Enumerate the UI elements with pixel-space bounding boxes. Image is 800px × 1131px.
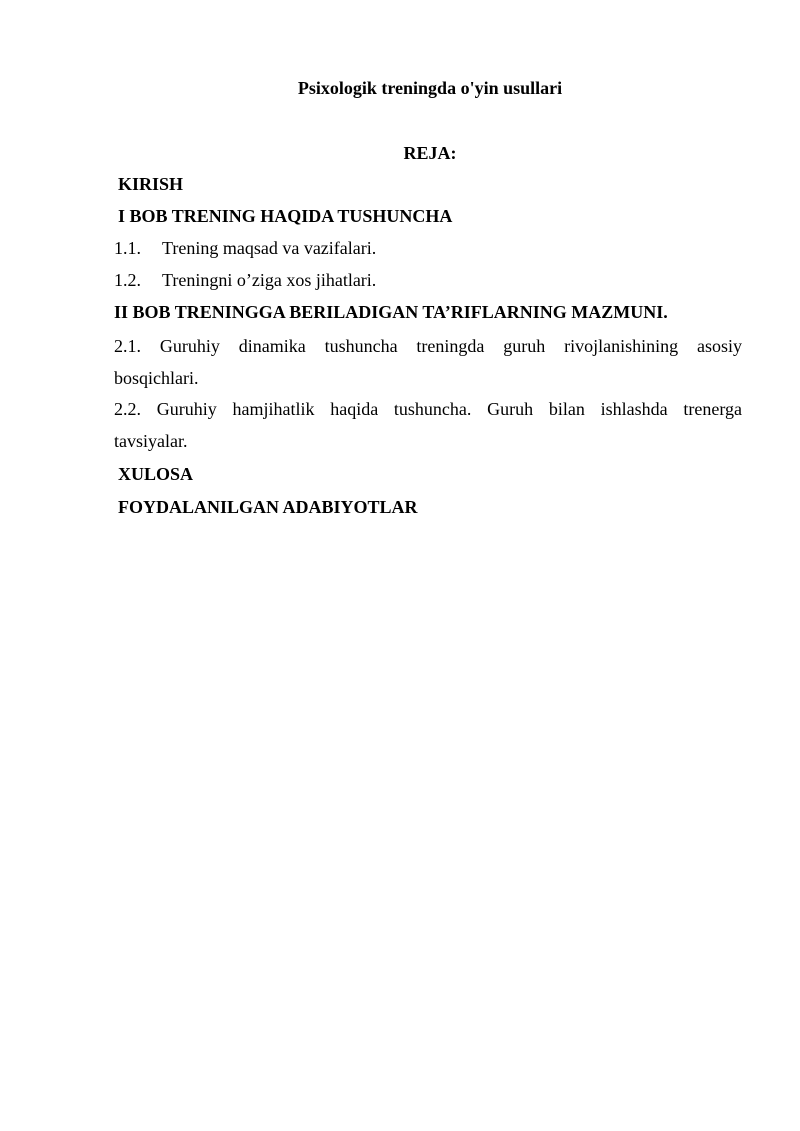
chapter1-item-2-number: 1.2.	[114, 270, 141, 290]
chapter1-item-1	[114, 237, 742, 259]
chapter1-item-1-number: 1.1.	[114, 238, 141, 258]
chapter2-item-1	[114, 330, 742, 394]
chapter1-item-2-text: Treningni o’ziga xos jihatlari.	[162, 270, 377, 290]
chapter2-item-2-line2: tavsiyalar.	[114, 431, 188, 451]
chapter1-heading: I BOB TRENING HAQIDA TUSHUNCHA	[118, 206, 453, 226]
chapter2-item-1-line1: 2.1. Guruhiy dinamika tushuncha treningda guruh rivojlanishining asosiy	[114, 336, 742, 356]
chapter2-heading: II BOB TRENINGGA BERILADIGAN TA’RIFLARNING MAZMUNI.	[114, 302, 668, 322]
document-title: Psixologik treningda o'yin usullari	[297, 78, 563, 98]
plan-heading: REJA:	[403, 143, 457, 163]
chapter2-item-2	[114, 393, 742, 457]
intro-heading: KIRISH	[118, 174, 184, 194]
chapter1-item-2	[114, 269, 742, 291]
chapter2-item-2-line1: 2.2. Guruhiy hamjihatlik haqida tushuncha. Guruh bilan ishlashda trenerga	[114, 399, 742, 419]
chapter2-item-1-line2: bosqichlari.	[114, 368, 199, 388]
chapter1-item-1-text: Trening maqsad va vazifalari.	[162, 238, 377, 258]
conclusion-heading: XULOSA	[118, 464, 194, 484]
references-heading: FOYDALANILGAN ADABIYOTLAR	[118, 497, 418, 517]
